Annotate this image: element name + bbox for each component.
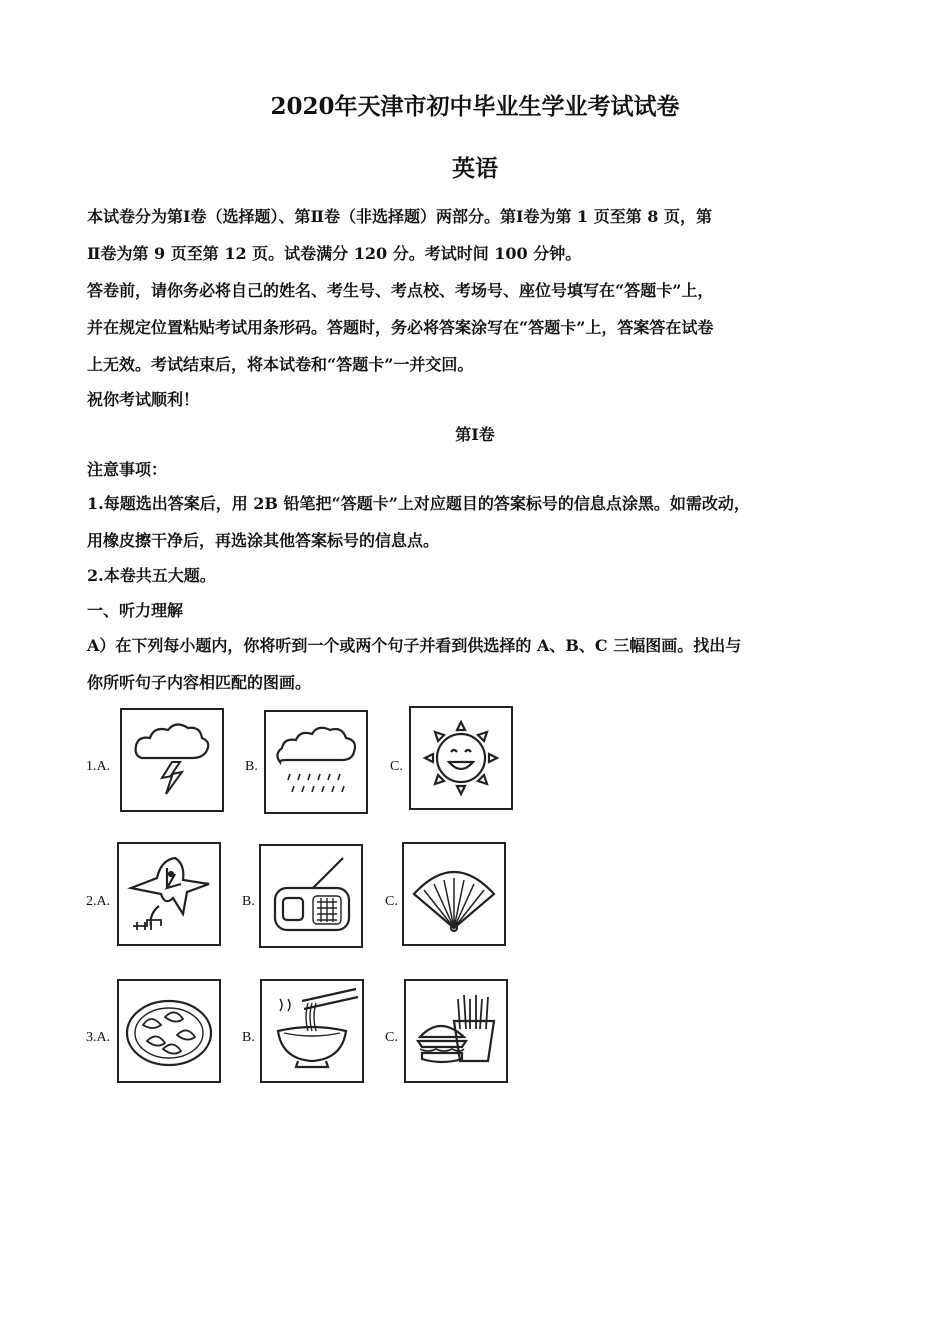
option-label: C. bbox=[390, 759, 403, 774]
note-line: 2.本卷共五大题。 bbox=[87, 566, 216, 585]
rain-cloud-icon bbox=[264, 710, 368, 814]
intro-line: Ⅱ卷为第 9 页至第 12 页。试卷满分 120 分。考试时间 100 分钟。 bbox=[87, 244, 582, 263]
option-label: B. bbox=[242, 1030, 255, 1045]
burger-fries-icon bbox=[404, 979, 508, 1083]
option-label: 2.A. bbox=[86, 894, 111, 909]
exam-title: 2020年天津市初中毕业生学业考试试卷 bbox=[270, 93, 680, 120]
good-luck-line: 祝你考试顺利！ bbox=[87, 390, 200, 409]
intro-line: 上无效。考试结束后，将本试卷和“答题卡”一并交回。 bbox=[87, 355, 474, 374]
option-label: 3.A. bbox=[86, 1030, 111, 1045]
notes-title: 注意事项： bbox=[87, 460, 168, 479]
intro-line: 答卷前，请你务必将自己的姓名、考生号、考点校、考场号、座位号填写在“答题卡”上， bbox=[87, 281, 714, 300]
noodles-icon bbox=[260, 979, 364, 1083]
option-label: C. bbox=[385, 894, 398, 909]
note-line: 用橡皮擦干净后，再选涂其他答案标号的信息点。 bbox=[87, 531, 440, 550]
radio-icon bbox=[259, 844, 363, 948]
kite-icon bbox=[117, 842, 221, 946]
dumplings-icon bbox=[117, 979, 221, 1083]
sun-icon bbox=[409, 706, 513, 810]
option-label: 1.A. bbox=[86, 759, 111, 774]
option-label: C. bbox=[385, 1030, 398, 1045]
option-label: B. bbox=[245, 759, 258, 774]
section-title: 一、听力理解 bbox=[87, 601, 184, 620]
part-heading: 第Ⅰ卷 bbox=[455, 425, 495, 444]
intro-line: 并在规定位置粘贴考试用条形码。答题时，务必将答案涂写在“答题卡”上，答案答在试卷 bbox=[87, 318, 714, 337]
option-label: B. bbox=[242, 894, 255, 909]
instruction-line: 你所听句子内容相匹配的图画。 bbox=[87, 673, 312, 692]
instruction-line: A）在下列每小题内，你将听到一个或两个句子并看到供选择的 A、B、C 三幅图画。找出与 bbox=[87, 636, 742, 655]
note-line: 1.每题选出答案后，用 2B 铅笔把“答题卡”上对应题目的答案标号的信息点涂黑。如需改动， bbox=[87, 494, 750, 513]
fan-icon bbox=[402, 842, 506, 946]
intro-line: 本试卷分为第Ⅰ卷（选择题）、第Ⅱ卷（非选择题）两部分。第Ⅰ卷为第 1 页至第 8 页，第 bbox=[87, 207, 713, 226]
thunderstorm-icon bbox=[120, 708, 224, 812]
subject-title: 英语 bbox=[452, 155, 498, 182]
